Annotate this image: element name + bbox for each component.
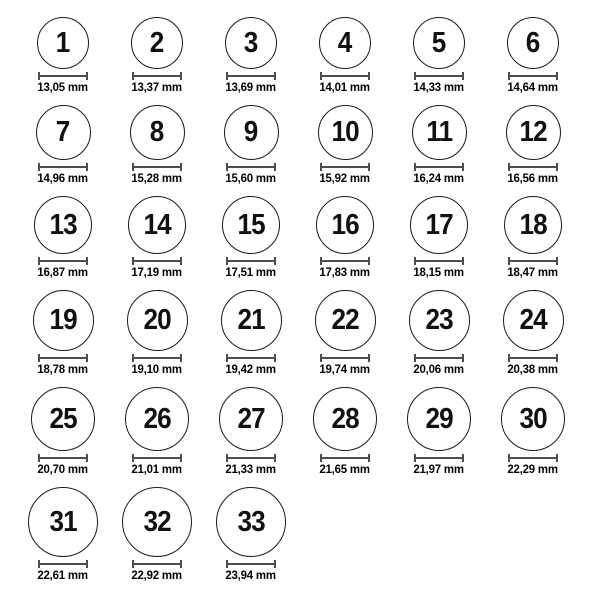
diameter-dimension-line (508, 454, 558, 462)
ring-size-cell (204, 387, 298, 476)
diameter-label: 15,28 mm (131, 171, 183, 185)
dimension-bar (321, 166, 369, 168)
dimension-tick-right-icon (86, 454, 88, 462)
dimension-tick-right-icon (274, 257, 276, 265)
ring-circle (319, 17, 371, 69)
ring-size-cell (16, 196, 110, 279)
ring-size-cell (110, 487, 204, 582)
diameter-dimension-line (508, 163, 558, 171)
diameter-dimension-line (226, 560, 276, 568)
ring-size-number: 24 (519, 304, 547, 336)
ring-circle (507, 17, 559, 69)
diameter-label: 20,38 mm (507, 362, 559, 376)
ring-circle (128, 196, 186, 254)
diameter-dimension-line (226, 257, 276, 265)
dimension-tick-right-icon (86, 163, 88, 171)
ring-size-number: 17 (425, 208, 453, 241)
ring-size-cell (392, 105, 486, 185)
diameter-label: 15,60 mm (225, 171, 277, 185)
ring-circle (315, 290, 376, 351)
diameter-label: 19,42 mm (225, 362, 277, 376)
diameter-dimension-line (320, 163, 370, 171)
ring-size-number: 25 (49, 402, 77, 435)
ring-circle (412, 105, 467, 160)
dimension-tick-right-icon (274, 163, 276, 171)
dimension-bar (415, 357, 463, 359)
diameter-label: 18,78 mm (37, 362, 89, 376)
dimension-tick-right-icon (274, 454, 276, 462)
ring-size-number: 18 (519, 208, 547, 241)
diameter-dimension-line (414, 72, 464, 80)
ring-circle (413, 17, 465, 69)
dimension-bar (321, 75, 369, 77)
ring-size-cell (204, 487, 298, 582)
ring-circle (407, 387, 471, 451)
diameter-label: 16,24 mm (413, 171, 465, 185)
diameter-label: 14,01 mm (319, 80, 371, 94)
dimension-bar (227, 75, 275, 77)
ring-size-number: 20 (143, 304, 171, 336)
ring-size-cell (486, 196, 580, 279)
dimension-bar (415, 457, 463, 459)
ring-size-number: 27 (237, 402, 265, 435)
ring-circle (222, 196, 280, 254)
dimension-bar (509, 166, 557, 168)
dimension-bar (39, 563, 87, 565)
ring-circle (130, 105, 185, 160)
ring-size-number: 19 (49, 304, 77, 336)
ring-circle (219, 387, 283, 451)
diameter-dimension-line (38, 257, 88, 265)
diameter-label: 19,74 mm (319, 362, 371, 376)
ring-size-number: 12 (519, 116, 547, 148)
diameter-dimension-line (414, 257, 464, 265)
dimension-tick-right-icon (180, 163, 182, 171)
ring-size-cell (298, 196, 392, 279)
dimension-tick-right-icon (86, 354, 88, 362)
dimension-tick-right-icon (556, 257, 558, 265)
ring-size-number: 8 (150, 116, 164, 148)
diameter-dimension-line (38, 354, 88, 362)
diameter-label: 15,92 mm (319, 171, 371, 185)
diameter-label: 14,33 mm (413, 80, 465, 94)
dimension-bar (321, 457, 369, 459)
ring-size-cell (16, 17, 110, 94)
diameter-label: 13,05 mm (37, 80, 89, 94)
ring-circle (316, 196, 374, 254)
diameter-label: 20,06 mm (413, 362, 465, 376)
ring-size-cell (392, 290, 486, 376)
ring-size-number: 6 (526, 26, 540, 59)
dimension-bar (39, 75, 87, 77)
dimension-tick-right-icon (180, 257, 182, 265)
ring-size-cell (16, 105, 110, 185)
diameter-label: 21,01 mm (131, 462, 183, 476)
dimension-bar (509, 260, 557, 262)
diameter-label: 18,47 mm (507, 265, 559, 279)
dimension-bar (415, 166, 463, 168)
ring-size-number: 32 (143, 505, 171, 538)
dimension-bar (133, 457, 181, 459)
ring-circle (504, 196, 562, 254)
dimension-bar (133, 75, 181, 77)
ring-size-cell (298, 105, 392, 185)
dimension-tick-right-icon (368, 163, 370, 171)
ring-size-row (16, 105, 600, 185)
ring-size-number: 10 (331, 116, 359, 148)
dimension-tick-right-icon (180, 560, 182, 568)
ring-circle (37, 17, 89, 69)
dimension-tick-right-icon (556, 72, 558, 80)
ring-circle (131, 17, 183, 69)
diameter-dimension-line (414, 354, 464, 362)
dimension-bar (415, 75, 463, 77)
dimension-bar (133, 563, 181, 565)
diameter-dimension-line (414, 454, 464, 462)
dimension-tick-right-icon (180, 72, 182, 80)
ring-size-cell (110, 196, 204, 279)
ring-size-cell (204, 105, 298, 185)
dimension-bar (39, 357, 87, 359)
ring-size-cell (16, 290, 110, 376)
ring-size-number: 2 (150, 26, 164, 59)
dimension-bar (321, 260, 369, 262)
ring-size-row (16, 487, 600, 582)
ring-circle (409, 290, 470, 351)
ring-circle (122, 487, 192, 557)
ring-size-cell (392, 387, 486, 476)
ring-size-cell (486, 290, 580, 376)
dimension-tick-right-icon (180, 354, 182, 362)
diameter-dimension-line (320, 454, 370, 462)
ring-circle (225, 17, 277, 69)
diameter-dimension-line (320, 354, 370, 362)
ring-size-cell (16, 387, 110, 476)
ring-size-cell (16, 487, 110, 582)
ring-size-cell (392, 17, 486, 94)
diameter-dimension-line (320, 72, 370, 80)
ring-size-cell (204, 290, 298, 376)
ring-size-number: 11 (426, 116, 452, 148)
ring-size-row (16, 290, 600, 376)
ring-circle (216, 487, 286, 557)
ring-circle (34, 196, 92, 254)
dimension-tick-right-icon (556, 163, 558, 171)
dimension-tick-right-icon (274, 354, 276, 362)
ring-size-number: 31 (49, 505, 77, 538)
ring-circle (28, 487, 98, 557)
ring-size-cell (298, 290, 392, 376)
diameter-dimension-line (38, 560, 88, 568)
diameter-dimension-line (132, 72, 182, 80)
ring-size-row (16, 387, 600, 476)
dimension-bar (321, 357, 369, 359)
ring-circle (127, 290, 188, 351)
dimension-bar (509, 357, 557, 359)
ring-circle (36, 105, 91, 160)
diameter-label: 22,92 mm (131, 568, 183, 582)
dimension-tick-right-icon (86, 257, 88, 265)
ring-circle (313, 387, 377, 451)
dimension-tick-right-icon (180, 454, 182, 462)
diameter-dimension-line (38, 454, 88, 462)
ring-size-number: 4 (338, 26, 352, 59)
diameter-dimension-line (38, 72, 88, 80)
diameter-label: 22,61 mm (37, 568, 89, 582)
ring-size-number: 23 (425, 304, 453, 336)
dimension-tick-right-icon (556, 454, 558, 462)
diameter-dimension-line (226, 163, 276, 171)
dimension-tick-right-icon (274, 560, 276, 568)
dimension-bar (39, 260, 87, 262)
ring-size-cell (110, 290, 204, 376)
diameter-dimension-line (132, 354, 182, 362)
ring-size-cell (110, 17, 204, 94)
ring-size-number: 5 (432, 26, 446, 59)
ring-size-number: 33 (237, 505, 265, 538)
diameter-label: 17,51 mm (225, 265, 277, 279)
dimension-bar (39, 457, 87, 459)
ring-size-number: 28 (331, 402, 359, 435)
ring-size-number: 1 (56, 26, 70, 59)
dimension-tick-right-icon (368, 454, 370, 462)
diameter-label: 13,69 mm (225, 80, 277, 94)
ring-size-cell (486, 105, 580, 185)
diameter-label: 20,70 mm (37, 462, 89, 476)
ring-size-cell (298, 17, 392, 94)
diameter-dimension-line (132, 454, 182, 462)
ring-size-number: 29 (425, 402, 453, 435)
dimension-bar (227, 563, 275, 565)
dimension-tick-right-icon (462, 163, 464, 171)
dimension-bar (39, 166, 87, 168)
diameter-label: 14,96 mm (37, 171, 89, 185)
ring-circle (33, 290, 94, 351)
diameter-dimension-line (226, 72, 276, 80)
diameter-dimension-line (132, 560, 182, 568)
ring-size-cell (204, 196, 298, 279)
dimension-bar (227, 166, 275, 168)
diameter-label: 16,56 mm (507, 171, 559, 185)
ring-circle (501, 387, 565, 451)
ring-size-cell (486, 387, 580, 476)
ring-size-number: 16 (331, 208, 359, 241)
ring-circle (318, 105, 373, 160)
dimension-tick-right-icon (274, 72, 276, 80)
diameter-label: 17,19 mm (131, 265, 183, 279)
ring-size-number: 9 (244, 116, 258, 148)
ring-circle (506, 105, 561, 160)
diameter-dimension-line (508, 257, 558, 265)
ring-circle (224, 105, 279, 160)
ring-circle (221, 290, 282, 351)
diameter-dimension-line (320, 257, 370, 265)
dimension-bar (133, 260, 181, 262)
dimension-tick-right-icon (462, 454, 464, 462)
dimension-bar (415, 260, 463, 262)
ring-size-number: 3 (244, 26, 258, 59)
ring-size-cell (110, 387, 204, 476)
diameter-dimension-line (226, 354, 276, 362)
ring-circle (410, 196, 468, 254)
dimension-tick-right-icon (462, 354, 464, 362)
dimension-tick-right-icon (462, 257, 464, 265)
ring-circle (125, 387, 189, 451)
diameter-dimension-line (132, 257, 182, 265)
diameter-dimension-line (38, 163, 88, 171)
ring-size-row (16, 17, 600, 94)
diameter-label: 21,97 mm (413, 462, 465, 476)
diameter-dimension-line (508, 354, 558, 362)
ring-size-number: 21 (237, 304, 265, 336)
dimension-tick-right-icon (368, 257, 370, 265)
dimension-bar (509, 75, 557, 77)
ring-size-number: 13 (49, 208, 77, 241)
diameter-label: 19,10 mm (131, 362, 183, 376)
ring-size-number: 7 (56, 116, 70, 148)
diameter-label: 17,83 mm (319, 265, 371, 279)
diameter-dimension-line (508, 72, 558, 80)
dimension-bar (227, 457, 275, 459)
ring-size-number: 15 (237, 208, 265, 241)
diameter-label: 14,64 mm (507, 80, 559, 94)
diameter-label: 23,94 mm (225, 568, 277, 582)
diameter-label: 16,87 mm (37, 265, 89, 279)
ring-size-cell (110, 105, 204, 185)
dimension-bar (509, 457, 557, 459)
dimension-bar (133, 357, 181, 359)
ring-size-number: 30 (519, 402, 547, 435)
ring-size-cell (486, 17, 580, 94)
ring-circle (31, 387, 95, 451)
ring-size-number: 14 (143, 208, 171, 241)
dimension-bar (133, 166, 181, 168)
ring-size-cell (392, 196, 486, 279)
dimension-tick-right-icon (462, 72, 464, 80)
dimension-tick-right-icon (86, 72, 88, 80)
ring-circle (503, 290, 564, 351)
dimension-bar (227, 357, 275, 359)
ring-size-cell (298, 387, 392, 476)
dimension-tick-right-icon (556, 354, 558, 362)
diameter-dimension-line (414, 163, 464, 171)
ring-size-number: 22 (331, 304, 359, 336)
ring-size-row (16, 196, 600, 279)
diameter-label: 22,29 mm (507, 462, 559, 476)
diameter-label: 21,33 mm (225, 462, 277, 476)
dimension-bar (227, 260, 275, 262)
diameter-label: 18,15 mm (413, 265, 465, 279)
diameter-label: 13,37 mm (131, 80, 183, 94)
dimension-tick-right-icon (368, 72, 370, 80)
ring-size-cell (204, 17, 298, 94)
diameter-dimension-line (226, 454, 276, 462)
dimension-tick-right-icon (368, 354, 370, 362)
ring-size-number: 26 (143, 402, 171, 435)
diameter-dimension-line (132, 163, 182, 171)
dimension-tick-right-icon (86, 560, 88, 568)
diameter-label: 21,65 mm (319, 462, 371, 476)
